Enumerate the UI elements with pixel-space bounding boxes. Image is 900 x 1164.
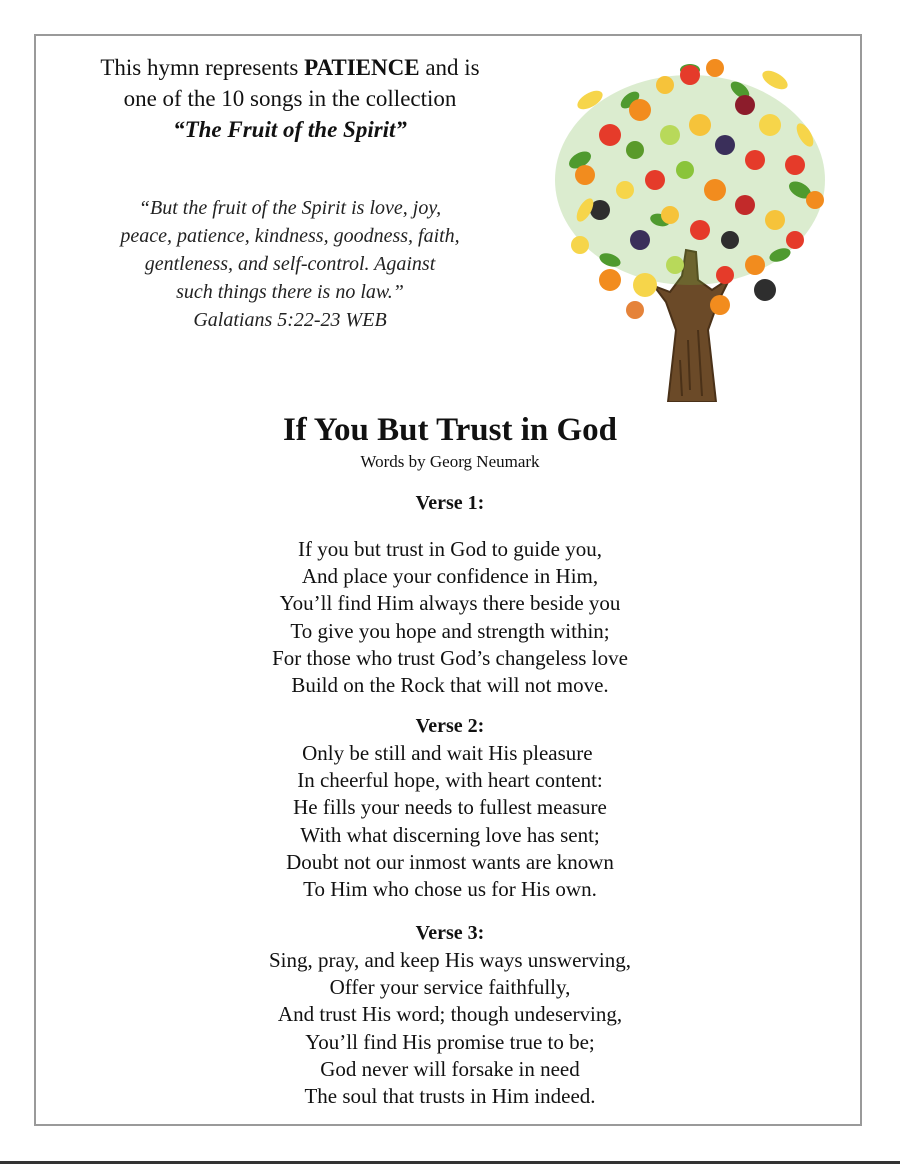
quote-line: such things there is no law.” [176, 281, 404, 303]
intro-text-end: and is [419, 55, 480, 80]
verse-line: Sing, pray, and keep His ways unswerving, [269, 948, 631, 972]
verse-line: Offer your service faithfully, [329, 975, 571, 1000]
verse-line: Doubt not our inmost wants are known [286, 849, 614, 874]
quote-reference: Galatians 5:22-23 WEB [193, 309, 387, 331]
verse-3-heading: Verse 3: [415, 922, 485, 944]
quote-line: gentleness, and self-control. Against [144, 253, 436, 275]
verse-1 [0, 536, 900, 699]
verse-line: To Him who chose us for His own. [303, 877, 597, 902]
scripture-quote [80, 194, 500, 334]
verse-line: And place your confidence in Him, [301, 564, 599, 589]
verse-line: You’ll find His promise true to be; [305, 1029, 595, 1054]
verse-line: He fills your needs to fullest measure [293, 795, 607, 820]
verse-line: You’ll find Him always there beside you [279, 591, 621, 616]
quote-line: “But the fruit of the Spirit is love, joy, [138, 197, 442, 219]
verse-line: To give you hope and strength within; [290, 618, 610, 643]
verse-line: For those who trust God’s changeless love [272, 645, 628, 670]
intro-line-2: one of the 10 songs in the collection [123, 86, 457, 111]
quote-line: peace, patience, kindness, goodness, faith, [120, 225, 460, 247]
verse-line: God never will forsake in need [320, 1056, 580, 1081]
song-title: If You But Trust in God [282, 412, 618, 448]
collection-intro [40, 52, 540, 145]
verse-1-heading: Verse 1: [415, 492, 485, 514]
virtue-label: PATIENCE [304, 55, 420, 80]
verse-line: In cheerful hope, with heart content: [297, 768, 603, 793]
fruit-tree-icon [540, 40, 840, 402]
song-author: Words by Georg Neumark [360, 452, 540, 471]
verse-3 [0, 947, 900, 1110]
verse-line: The soul that trusts in Him indeed. [304, 1084, 596, 1109]
verse-line: With what discerning love has sent; [300, 822, 600, 847]
verse-2 [0, 740, 900, 903]
collection-title: “The Fruit of the Spirit” [173, 117, 407, 142]
verse-line: If you but trust in God to guide you, [298, 537, 602, 561]
verse-2-heading: Verse 2: [415, 715, 485, 737]
verse-line: And trust His word; though undeserving, [277, 1002, 623, 1027]
intro-text: This hymn represents [100, 55, 305, 80]
verse-line: Build on the Rock that will not move. [291, 673, 609, 698]
verse-line: Only be still and wait His pleasure [302, 741, 598, 765]
